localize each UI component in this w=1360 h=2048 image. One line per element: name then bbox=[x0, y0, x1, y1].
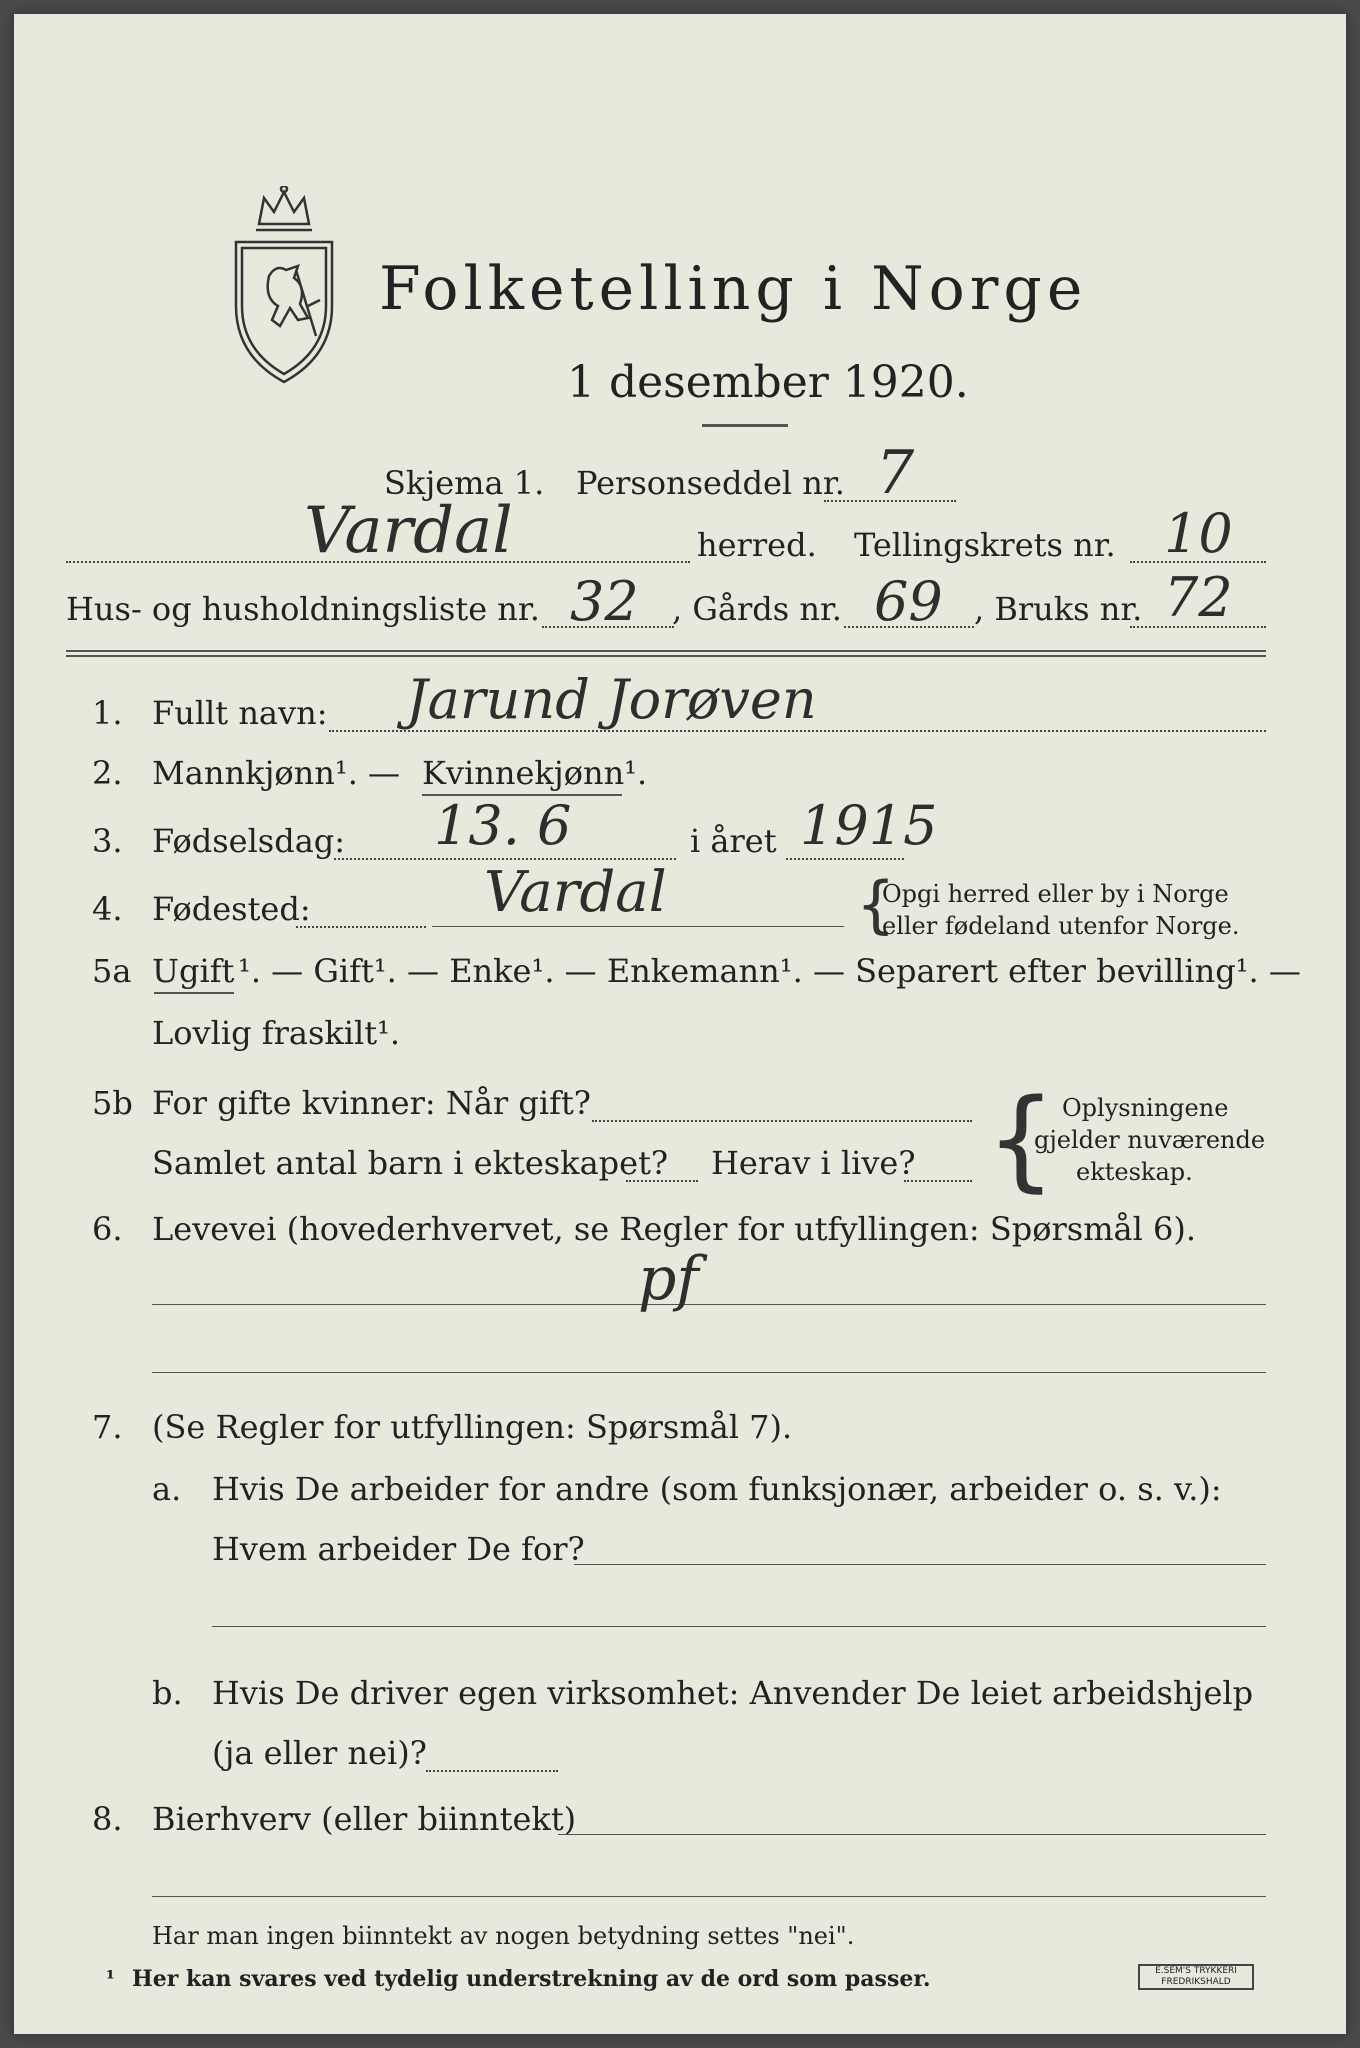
q2-number: 2. bbox=[92, 754, 123, 792]
q6-label: Levevei (hovederhvervet, se Regler for utfyllingen: Spørsmål 6). bbox=[152, 1210, 1197, 1248]
q1-label: Fullt navn: bbox=[152, 694, 328, 732]
norwegian-coat-of-arms-icon bbox=[224, 186, 344, 386]
side-income-field[interactable] bbox=[558, 1834, 1266, 1835]
hus-value: 32 bbox=[570, 570, 639, 633]
occupation-line-1[interactable] bbox=[152, 1304, 1266, 1305]
q5b-note-brace: { bbox=[986, 1075, 1056, 1203]
printer-stamp bbox=[1138, 1964, 1254, 1990]
q2-option-female[interactable]: Kvinnekjønn¹. bbox=[422, 754, 648, 792]
side-income-field-2[interactable] bbox=[152, 1896, 1266, 1897]
printer-stamp-line2: FREDRIKSHALD bbox=[1161, 1977, 1231, 1987]
census-form bbox=[14, 14, 1346, 2034]
footnote-marker: ¹ bbox=[106, 1966, 115, 1990]
skjema-label: Skjema 1. bbox=[384, 464, 545, 502]
title-divider bbox=[702, 424, 788, 427]
q8-label: Bierhverv (eller biinntekt) bbox=[152, 1800, 577, 1838]
birthplace-field[interactable] bbox=[296, 926, 426, 928]
bruks-label: , Bruks nr. bbox=[974, 590, 1143, 628]
q5b-note-line3: ekteskap. bbox=[1076, 1158, 1193, 1186]
birthplace-line bbox=[432, 926, 844, 927]
q5b-note-line1: Oplysningene bbox=[1062, 1094, 1229, 1122]
q4-number: 4. bbox=[92, 890, 123, 928]
q4-note-line1: Opgi herred eller by i Norge bbox=[882, 880, 1229, 908]
q3-number: 3. bbox=[92, 822, 123, 860]
q4-label: Fødested: bbox=[152, 890, 311, 928]
herred-value: Vardal bbox=[304, 494, 513, 568]
q5b-note-line2: gjelder nuværende bbox=[1034, 1126, 1266, 1154]
q4-note-line2: eller fødeland utenfor Norge. bbox=[882, 912, 1240, 940]
employer-field-2[interactable] bbox=[212, 1626, 1266, 1627]
q3-label: Fødselsdag: bbox=[152, 822, 346, 860]
q5a-options[interactable]: ¹. — Gift¹. — Enke¹. — Enkemann¹. — Separert efter bevilling¹. — bbox=[238, 952, 1301, 990]
full-name-value: Jarund Jorøven bbox=[406, 668, 817, 731]
header-rule-top bbox=[66, 650, 1266, 652]
printer-stamp-line1: E.SEM'S TRYKKERI bbox=[1155, 1966, 1237, 1976]
personseddel-value: 7 bbox=[876, 438, 915, 508]
hus-label: Hus- og husholdningsliste nr. bbox=[66, 590, 540, 628]
footnote-text: Her kan svares ved tydelig understrekning av de ord som passer. bbox=[132, 1966, 931, 1992]
gards-value: 69 bbox=[874, 570, 943, 633]
q5a-option-unmarried[interactable]: Ugift bbox=[152, 952, 235, 990]
q7a-label: Hvis De arbeider for andre (som funksjonær, arbeider o. s. v.): bbox=[212, 1470, 1222, 1508]
occupation-line-2[interactable] bbox=[152, 1372, 1266, 1373]
birthyear-field[interactable] bbox=[786, 858, 904, 860]
q5a-option-divorced[interactable]: Lovlig fraskilt¹. bbox=[152, 1014, 401, 1052]
occupation-value: pf bbox=[638, 1244, 699, 1314]
personseddel-label: Personseddel nr. bbox=[576, 464, 845, 502]
q3-year-label: i året bbox=[690, 822, 777, 860]
tellingskrets-label: Tellingskrets nr. bbox=[854, 526, 1116, 564]
q5b-number: 5b bbox=[92, 1084, 133, 1122]
q4-note-brace: { bbox=[856, 868, 896, 941]
birthplace-value: Vardal bbox=[484, 860, 667, 925]
hired-help-field[interactable] bbox=[426, 1770, 558, 1772]
q2-option-male[interactable]: Mannkjønn¹. — bbox=[152, 754, 401, 792]
q7b-label: Hvis De driver egen virksomhet: Anvender De leiet arbeidshjelp bbox=[212, 1674, 1254, 1712]
married-when-field[interactable] bbox=[592, 1120, 972, 1122]
birthyear-value: 1915 bbox=[800, 794, 938, 857]
employer-field[interactable] bbox=[574, 1564, 1266, 1565]
q6-number: 6. bbox=[92, 1210, 123, 1248]
form-date: 1 desember 1920. bbox=[567, 357, 969, 408]
q7-number: 7. bbox=[92, 1408, 123, 1446]
q5b-alive-label: Herav i live? bbox=[711, 1144, 916, 1182]
children-count-field[interactable] bbox=[626, 1180, 698, 1182]
form-title: Folketelling i Norge bbox=[379, 254, 1088, 324]
q7a-employer-label: Hvem arbeider De for? bbox=[212, 1530, 585, 1568]
q7b-letter: b. bbox=[152, 1674, 183, 1712]
header-rule-bottom bbox=[66, 655, 1266, 657]
birthdate-value: 13. 6 bbox=[434, 794, 572, 857]
q7b-hired-help-label: (ja eller nei)? bbox=[212, 1734, 427, 1772]
q5b-label: For gifte kvinner: Når gift? bbox=[152, 1084, 591, 1122]
children-alive-field[interactable] bbox=[904, 1180, 972, 1182]
q1-number: 1. bbox=[92, 694, 123, 732]
herred-label: herred. bbox=[697, 526, 817, 564]
q5b-children-label: Samlet antal barn i ekteskapet? bbox=[152, 1144, 669, 1182]
q5a-underline bbox=[154, 992, 234, 994]
q8-number: 8. bbox=[92, 1800, 123, 1838]
gards-label: , Gårds nr. bbox=[672, 590, 842, 628]
q5a-number: 5a bbox=[92, 952, 132, 990]
q7a-letter: a. bbox=[152, 1470, 182, 1508]
bruks-value: 72 bbox=[1164, 566, 1233, 629]
q7-label: (Se Regler for utfyllingen: Spørsmål 7). bbox=[152, 1408, 793, 1446]
side-income-note: Har man ingen biinntekt av nogen betydning settes "nei". bbox=[152, 1922, 855, 1950]
tellingskrets-value: 10 bbox=[1164, 502, 1233, 565]
